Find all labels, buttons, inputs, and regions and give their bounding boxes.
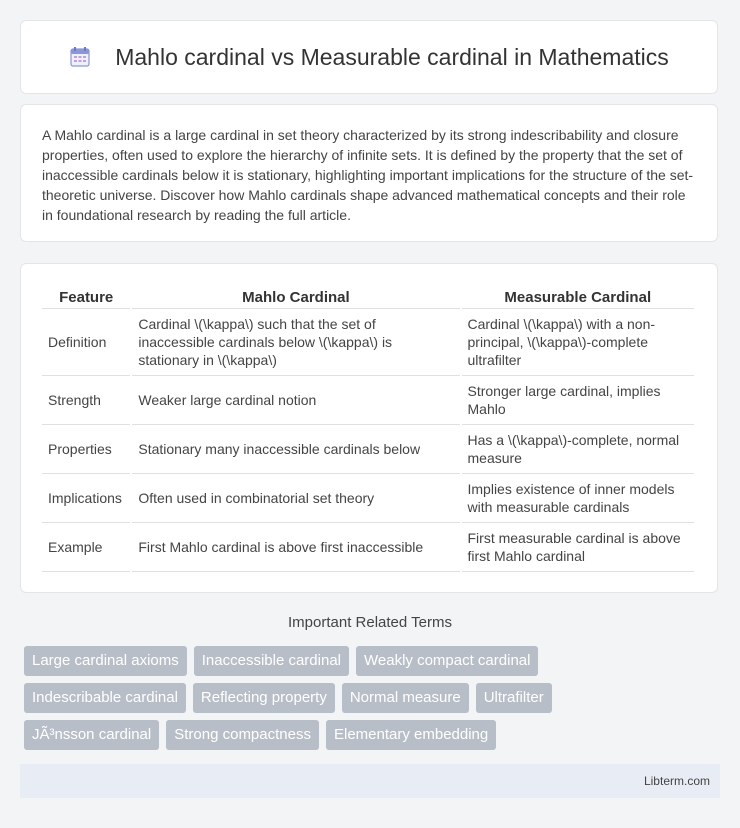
table-cell: Implications — [42, 474, 130, 523]
table-cell: Cardinal \(\kappa\) with a non-principal, \(\kappa\)-complete ultrafilter — [462, 309, 695, 376]
header-feature: Feature — [42, 286, 130, 309]
tag-jonsson-cardinal[interactable]: JÃ³nsson cardinal — [24, 720, 159, 750]
table-row — [42, 376, 694, 425]
intro-card — [20, 104, 718, 242]
title-card — [20, 20, 718, 94]
tag-strong-compactness[interactable]: Strong compactness — [166, 720, 319, 750]
table-row — [42, 523, 694, 572]
tag-reflecting-property[interactable]: Reflecting property — [193, 683, 335, 713]
related-terms-title: Important Related Terms — [288, 614, 452, 631]
table-header-row — [42, 286, 694, 309]
footer-site-link[interactable]: Libterm.com — [643, 774, 710, 788]
table-row — [42, 425, 694, 474]
related-tags — [24, 646, 724, 757]
tag-row — [24, 683, 724, 713]
table-cell: Properties — [42, 425, 130, 474]
table-cell: First Mahlo cardinal is above first inaccessible — [132, 523, 459, 572]
table-row — [42, 309, 694, 376]
footer — [20, 764, 720, 798]
table-cell: Stronger large cardinal, implies Mahlo — [462, 376, 695, 425]
tag-ultrafilter[interactable]: Ultrafilter — [476, 683, 552, 713]
table-row — [42, 474, 694, 523]
header-mahlo: Mahlo Cardinal — [132, 286, 459, 309]
table-cell: Definition — [42, 309, 130, 376]
tag-weakly-compact-cardinal[interactable]: Weakly compact cardinal — [356, 646, 538, 676]
table-cell: Stationary many inaccessible cardinals below — [132, 425, 459, 474]
table-cell: Example — [42, 523, 130, 572]
table-cell: Implies existence of inner models with measurable cardinals — [462, 474, 695, 523]
table-cell: Cardinal \(\kappa\) such that the set of inaccessible cardinals below \(\kappa\) is stationary in \(\kappa\) — [132, 309, 459, 376]
table-cell: Often used in combinatorial set theory — [132, 474, 459, 523]
tag-row — [24, 646, 724, 676]
table-cell: Has a \(\kappa\)-complete, normal measure — [462, 425, 695, 474]
tag-inaccessible-cardinal[interactable]: Inaccessible cardinal — [194, 646, 349, 676]
calendar-icon — [69, 46, 91, 68]
tag-large-cardinal-axioms[interactable]: Large cardinal axioms — [24, 646, 187, 676]
table-cell: First measurable cardinal is above first Mahlo cardinal — [462, 523, 695, 572]
tag-elementary-embedding[interactable]: Elementary embedding — [326, 720, 496, 750]
tag-row — [24, 720, 724, 750]
page-title: Mahlo cardinal vs Measurable cardinal in Mathematics — [115, 43, 669, 70]
intro-text: A Mahlo cardinal is a large cardinal in set theory characterized by its strong indescribability and closure properties, often used to explore the hierarchy of infinite sets. It is defined by the property that the set of inaccessible cardinals below it is stationary, highlighting important implications for the structure of the set-theoretic universe. Discover how Mahlo cardinals shape advanced mathematical concepts and their role in foundational research by reading the full article. — [42, 127, 694, 223]
table-cell: Weaker large cardinal notion — [132, 376, 459, 425]
comparison-table — [40, 286, 696, 572]
header-measurable: Measurable Cardinal — [462, 286, 695, 309]
tag-indescribable-cardinal[interactable]: Indescribable cardinal — [24, 683, 186, 713]
table-cell: Strength — [42, 376, 130, 425]
comparison-table-card — [20, 263, 718, 593]
tag-normal-measure[interactable]: Normal measure — [342, 683, 469, 713]
